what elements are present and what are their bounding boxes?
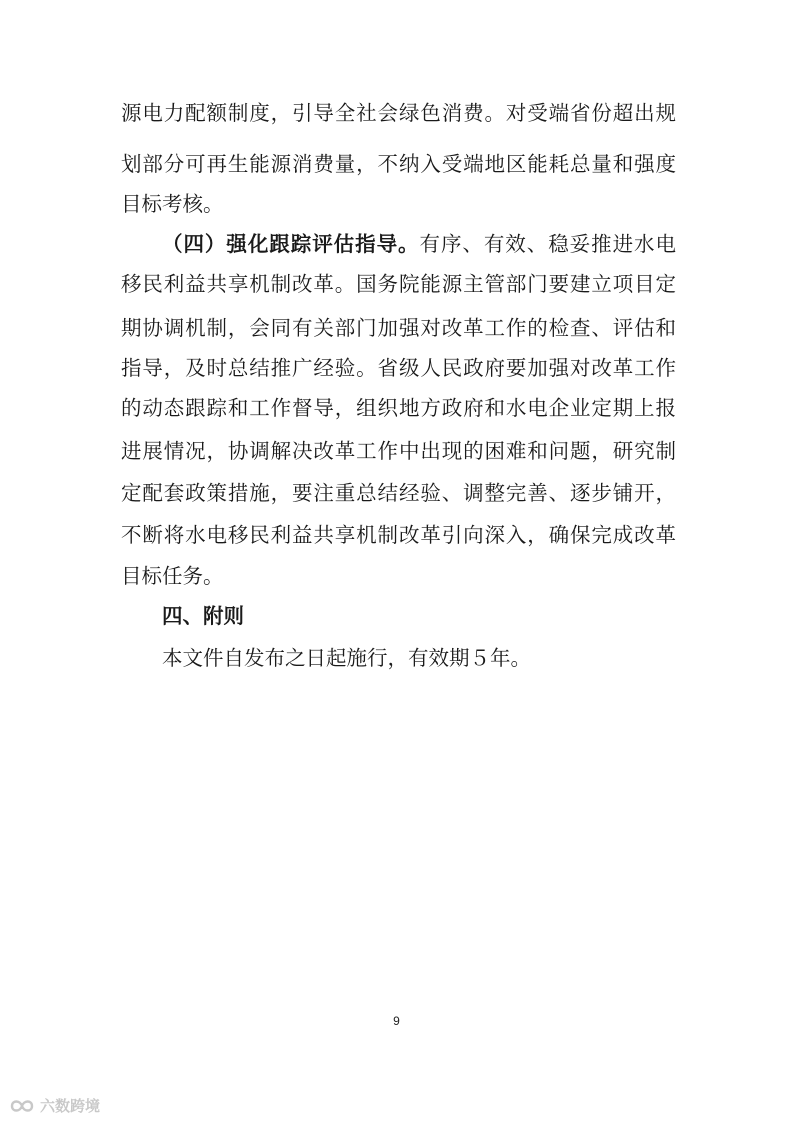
watermark [8,1095,100,1116]
infinity-logo-icon [8,1096,36,1116]
para4-first-line [162,234,676,255]
section-heading: 四、附则 [162,604,244,628]
para4-heading: （四）强化跟踪评估指导。 [162,232,420,256]
text-line-8: 的动态跟踪和工作督导，组织地方政府和水电企业定期上报 [121,396,676,420]
text-line-9: 进展情况，协调解决改革工作中出现的困难和问题，研究制 [121,439,676,463]
final-paragraph: 本文件自发布之日起施行，有效期５年。 [162,646,531,670]
text-line-3: 目标考核。 [121,192,224,216]
text-line-10: 定配套政策措施，要注重总结经验、调整完善、逐步铺开， [121,481,676,505]
text-line-11: 不断将水电移民利益共享机制改革引向深入，确保完成改革 [121,523,676,547]
text-line-2: 划部分可再生能源消费量，不纳入受端地区能耗总量和强度 [121,152,676,176]
text-line-1: 源电力配额制度，引导全社会绿色消费。对受端省份超出规 [121,101,676,125]
watermark-text: 六数跨境 [40,1097,101,1115]
para4-first-rest: 有序、有效、稳妥推进水电 [419,232,677,256]
text-line-6: 期协调机制，会同有关部门加强对改革工作的检查、评估和 [121,316,676,340]
text-line-12: 目标任务。 [121,564,224,588]
page-number: 9 [393,1014,400,1028]
text-line-5: 移民利益共享机制改革。国务院能源主管部门要建立项目定 [121,272,676,296]
text-line-7: 指导，及时总结推广经验。省级人民政府要加强对改革工作 [121,356,676,380]
